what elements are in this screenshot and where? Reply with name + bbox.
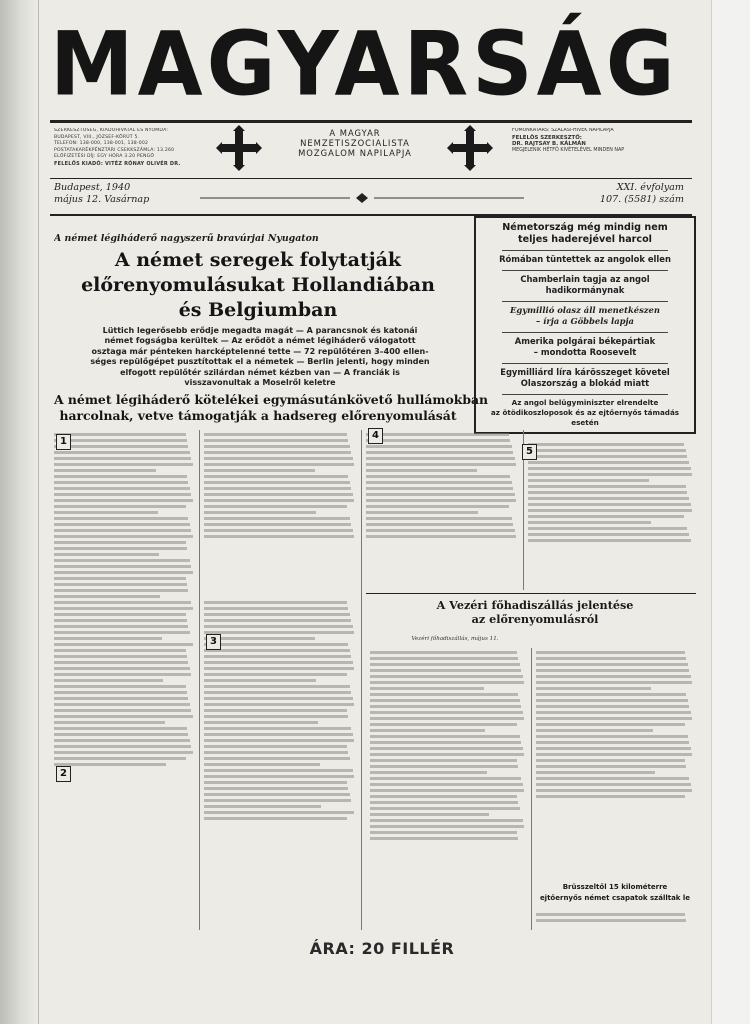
subhead-line: A német légiháderő kötelékei egymásutánkövető hullámokban: [54, 392, 489, 407]
deck-line: séges repülőgépet pusztítottak el a németek — Berlin jelenti, hogy minden: [90, 357, 430, 367]
volume-line: [536, 182, 684, 214]
vezeri-line: A Vezéri főhadiszállás jelentése: [436, 598, 634, 612]
brussel-headline: [536, 882, 694, 906]
summary-divider: [502, 394, 668, 395]
summary-item: [482, 398, 688, 428]
vezeri-line: az előrenyomulásról: [471, 612, 599, 626]
summary-divider: [502, 332, 668, 333]
headline-line: és Belgiumban: [178, 299, 338, 321]
summary-line: – mondotta Roosevelt: [533, 347, 637, 357]
imprint-line: MEGJELENIK HÉTFŐ KIVÉTELÉVEL MINDEN NAP: [512, 147, 625, 153]
summary-line: Amerika polgárai békepártiak: [514, 336, 656, 346]
headline-line: előrenyomulásukat Hollandiában: [81, 274, 435, 296]
lead-subhead: [54, 392, 489, 426]
summary-line: az ötödikoszloposok és az ejtőernyős támadás: [490, 408, 680, 417]
volume-text: XXI. évfolyam: [616, 182, 684, 193]
article-column: [536, 910, 694, 930]
summary-line: Az angol belügyminiszter elrendelte: [511, 398, 659, 407]
deck-line: német fogságba kerültek — Az erődöt a német légiháderő válogatott: [104, 336, 416, 346]
editor-name: DR. RAJTSAY B. KÁLMÁN: [512, 141, 586, 147]
summary-line: Chamberlain tagja az angol: [520, 274, 650, 284]
cross-emblem-icon: [216, 125, 262, 171]
imprint-left: [54, 128, 206, 180]
tagline-line: MOZGALOM NAPILAPJA: [298, 148, 412, 158]
summary-item: [482, 305, 688, 327]
section-number: 5: [522, 444, 537, 460]
summary-line: Rómában tüntettek az angolok ellen: [499, 254, 671, 264]
tagline-line: A MAGYAR: [329, 128, 381, 138]
imprint-line: FŐMUNKATÁRS: SZÁLASI-HÍVEK NAPILAPJA: [512, 128, 614, 133]
article-column: [204, 430, 356, 590]
date-line: Budapest, 1940: [54, 182, 131, 193]
section-number: 1: [56, 434, 71, 450]
article-column: [536, 648, 694, 876]
section-number: 2: [56, 766, 71, 782]
deck-line: elfogott repülőtér szilárdan német kézben van — A franciák is: [120, 367, 400, 377]
vezeri-headline: [370, 598, 700, 630]
summary-divider: [502, 363, 668, 364]
news-summary-box: [474, 216, 696, 434]
volume-text: 107. (5581) szám: [599, 194, 684, 205]
summary-item: [482, 367, 688, 389]
date-line: május 12. Vasárnap: [54, 194, 150, 205]
imprint-line: TELEFON: 138-000, 138-001, 138-002: [54, 141, 149, 146]
summary-line: – írja a Göbbels lapja: [536, 316, 634, 326]
section-number: 3: [206, 634, 221, 650]
binding-shadow: [0, 0, 38, 1024]
lead-kicker: A német légiháderő nagyszerű bravúrjai Nyugaton: [54, 233, 319, 244]
column-rule: [531, 648, 532, 930]
imprint-line: POSTATAKARÉKPÉNZTÁRI CSEKKSZÁMLA: 13.260: [54, 147, 175, 153]
imprint-line: BUDAPEST, VIII., JÓZSEF-KÖRÚT 5.: [54, 134, 140, 140]
summary-lead: [482, 222, 688, 246]
imprint-line: ELŐFIZETÉSI DÍJ: EGY HÓRA 3.20 PENGŐ: [54, 154, 155, 159]
summary-lead-line: Németország még mindig nem: [502, 222, 668, 233]
article-column: [54, 430, 194, 930]
summary-item: [482, 274, 688, 296]
article-column: [370, 648, 526, 930]
summary-lead-line: teljes haderejével harcol: [518, 234, 652, 245]
imprint-line: FELELŐS KIADÓ: VITÉZ RÓNAY OLIVÉR DR.: [54, 160, 181, 167]
masthead-title: MAGYARSÁG: [50, 12, 679, 116]
masthead-tagline: [272, 128, 438, 168]
price-label: ÁRA: 20 FILLÉR: [309, 939, 455, 958]
summary-divider: [502, 301, 668, 302]
column-rule: [361, 430, 362, 930]
subhead-line: harcolnak, vetve támogatják a hadsereg előrenyomulását: [59, 408, 457, 423]
summary-divider: [502, 270, 668, 271]
summary-item: [482, 336, 688, 358]
imprint-line: SZERKESZTŐSÉG, KIADÓHIVATAL ÉS NYOMDA:: [54, 128, 169, 133]
summary-line: Egymilliárd líra kárösszeget követel: [500, 367, 670, 377]
brussel-line: Brüsszeltől 15 kilométerre: [562, 883, 668, 891]
deck-line: Lüttich legerősebb erődje megadta magát — A parancsnok és katonái: [102, 326, 418, 335]
imprint-right: [512, 128, 682, 180]
article-column: [528, 440, 694, 590]
lead-deck: [66, 326, 454, 390]
summary-divider: [502, 250, 668, 251]
summary-line: esetén: [571, 418, 599, 427]
ornament-rule-icon: [200, 192, 524, 204]
column-rule: [199, 430, 200, 930]
section-rule: [366, 593, 696, 594]
editor-label: FELELŐS SZERKESZTŐ:: [512, 134, 582, 141]
article-column: [204, 598, 356, 930]
headline-line: A német seregek folytatják: [114, 249, 402, 271]
article-column: [366, 430, 518, 590]
dateline-rule: [50, 178, 692, 179]
deck-line: visszavonultak a Moselről keletre: [184, 378, 336, 388]
summary-line: Egymillió olasz áll menetkészen: [510, 305, 660, 315]
vezeri-dateline: Vezéri főhadiszállás, május 11.: [411, 636, 499, 642]
section-number: 4: [368, 428, 383, 444]
page-margin: [712, 0, 750, 1024]
deck-line: osztaga már pénteken harcképtelenné tette — 72 repülőtéren 3–400 ellen-: [91, 346, 429, 356]
summary-item: [482, 254, 688, 265]
tagline-line: NEMZETISZOCIALISTA: [300, 138, 410, 148]
summary-line: Olaszország a blokád miatt: [520, 378, 650, 388]
dateline: [54, 182, 194, 214]
masthead-rule: [50, 120, 692, 123]
summary-line: hadikormánynak: [545, 285, 625, 295]
lead-headline: [54, 248, 462, 326]
brussel-line: ejtőernyős német csapatok szálltak le: [539, 894, 691, 902]
cross-emblem-icon: [447, 125, 493, 171]
